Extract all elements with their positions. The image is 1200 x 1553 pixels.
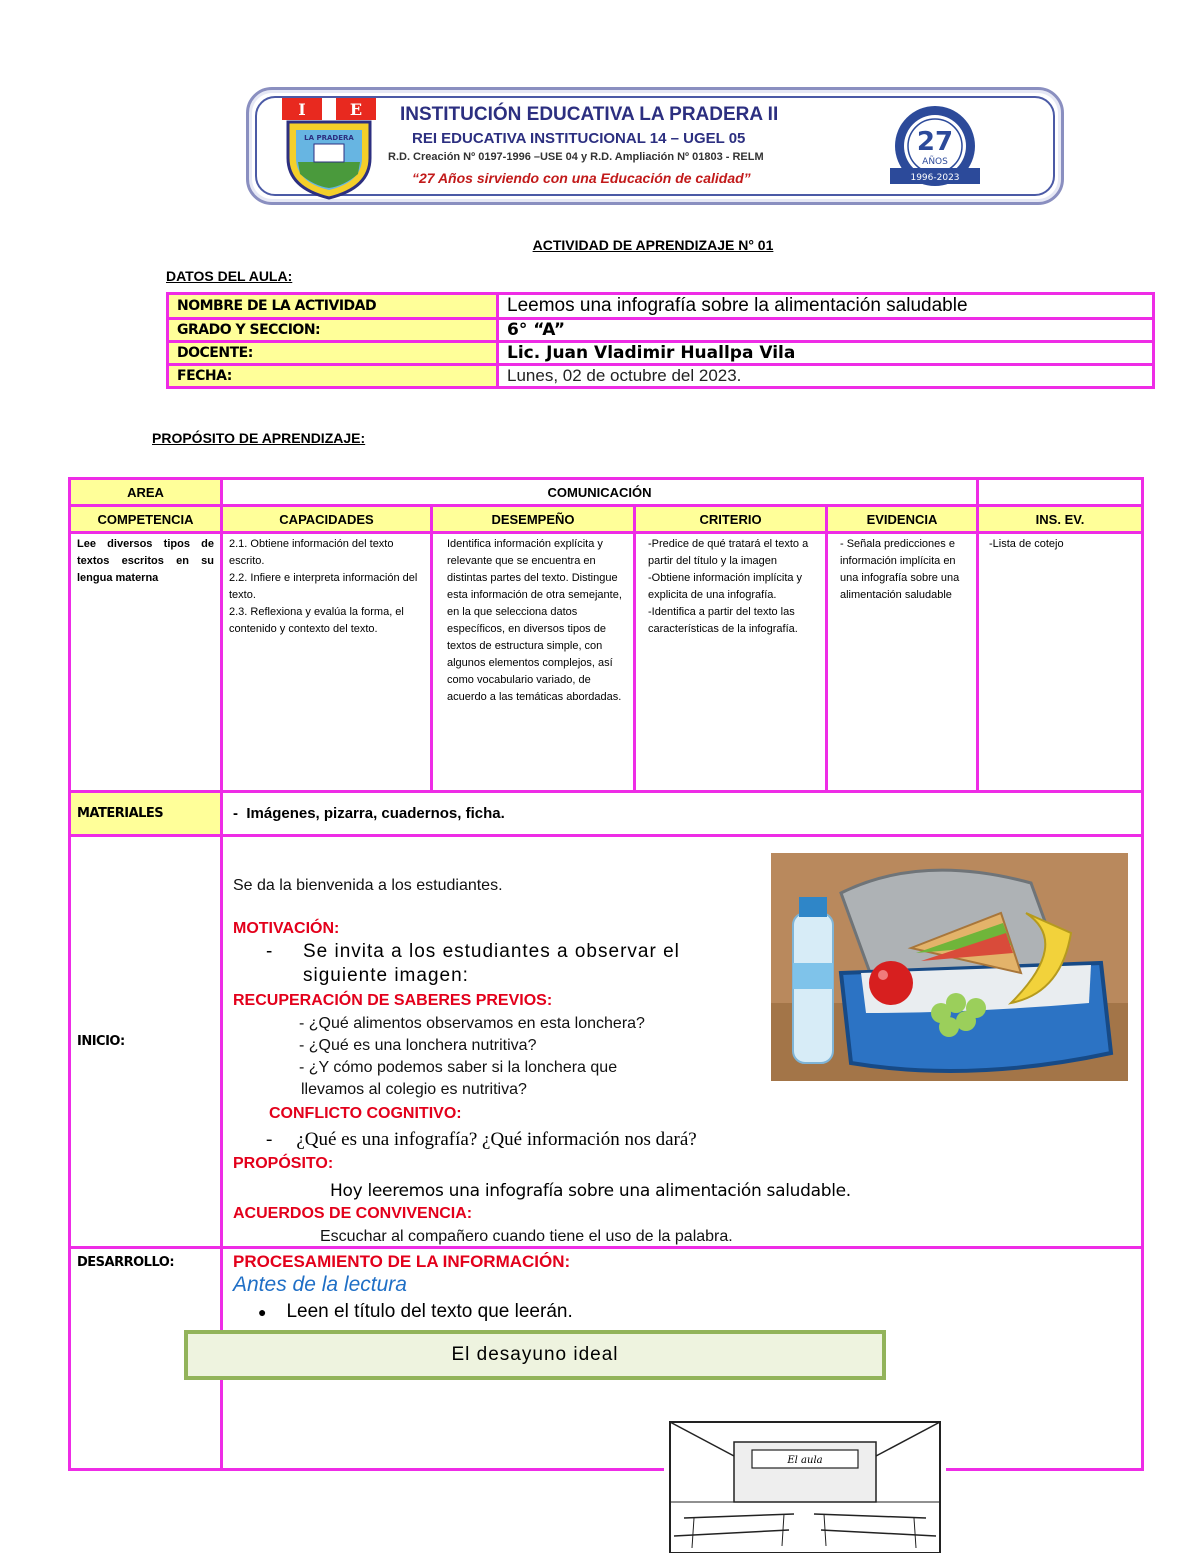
lunchbox-photo [771,853,1128,1081]
desempeno-text: Identifica información explícita y relevante que se encuentra en distintas partes del texto. Distingue esta información de otra semejante, en la que selecciona datos específicos, en diversos tipos de textos de estructura simple, con algunos elementos complejos, así como vocabulario variado, de acuerdo a las temáticas abordadas. [432,533,635,792]
area-blank [978,479,1143,506]
inicio-label: INICIO: [70,836,222,1248]
datos-value: Leemos una infografía sobre la alimentación saludable [498,294,1154,319]
datos-title: DATOS DEL AULA: [166,268,293,284]
svg-text:E: E [349,100,363,119]
bullet-text: Leen el título del texto que leerán. [286,1301,573,1322]
classroom-drawing [664,1418,946,1553]
header-capacidades: CAPACIDADES [222,506,432,533]
institution-motto: “27 Años sirviendo con una Educación de calidad” [412,170,751,186]
svg-text:27: 27 [916,127,954,157]
evidencia-text: - Señala predicciones e información implícita en una infografía sobre una alimentación saludable [827,533,978,792]
school-shield-logo [274,96,384,200]
capacidad-item: 2.1. Obtiene información del texto escrito. [229,538,394,567]
datos-row [168,342,1154,365]
proposito-label: PROPÓSITO: [233,1155,334,1172]
proposito-text: Hoy leeremos una infografía sobre una alimentación saludable. [330,1181,851,1201]
title-box [184,1330,886,1380]
svg-text:I: I [298,100,306,119]
materiales-label: MATERIALES [70,792,222,836]
criterio-item: -Obtiene información implícita y explicita de una infografía. [648,572,803,601]
datos-value: Lunes, 02 de octubre del 2023. [498,365,1154,388]
saberes-item: - ¿Qué alimentos observamos en esta lonchera? [299,1015,645,1032]
acuerdos-title: ACUERDOS DE CONVIVENCIA: [233,1205,473,1222]
capacidades-cell [222,533,432,792]
ins-ev-text: -Lista de cotejo [978,533,1143,792]
institution-network: REI EDUCATIVA INSTITUCIONAL 14 – UGEL 05 [412,130,746,147]
acuerdos-text: Escuchar al compañero cuando tiene el uso de la palabra. [320,1228,733,1245]
capacidad-item: 2.2. Infiere e interpreta información del texto. [229,572,418,601]
saberes-item: - ¿Qué es una lonchera nutritiva? [299,1037,537,1054]
competencia-text: Lee diversos tipos de textos escritos en su lengua materna [70,533,222,792]
conflicto-text: ¿Qué es una infografía? ¿Qué información nos dará? [296,1129,697,1150]
datos-label: DOCENTE: [168,342,498,365]
criterio-item: -Identifica a partir del texto las características de la infografía. [648,606,798,635]
saberes-list [299,1013,759,1101]
desarrollo-label: DESARROLLO: [70,1248,222,1470]
svg-text:AÑOS: AÑOS [922,157,948,167]
materiales-value: - Imágenes, pizarra, cuadernos, ficha. [222,792,1143,836]
svg-text:1996-2023: 1996-2023 [910,173,960,183]
motivacion-title: MOTIVACIÓN: [233,920,340,937]
svg-text:El aula: El aula [787,1455,823,1466]
saberes-item: llevamos al colegio es nutritiva? [301,1081,527,1098]
institution-name: INSTITUCIÓN EDUCATIVA LA PRADERA II [400,104,779,125]
title-box-text: El desayuno ideal [451,1344,619,1365]
procesamiento-title: PROCESAMIENTO DE LA INFORMACIÓN: [233,1252,571,1271]
welcome-text: Se da la bienvenida a los estudiantes. [233,877,503,894]
conflicto-item: - ¿Qué es una infografía? ¿Qué información nos dará? [266,1129,697,1150]
motivacion-item: - Se invita a los estudiantes a observar el siguiente imagen: [266,940,766,988]
header-desempeno: DESEMPEÑO [432,506,635,533]
header-criterio: CRITERIO [635,506,827,533]
datos-label: FECHA: [168,365,498,388]
motivacion-text: Se invita a los estudiantes a observar el siguiente imagen: [303,941,680,986]
saberes-title: RECUPERACIÓN DE SABERES PREVIOS: [233,992,553,1009]
area-value: COMUNICACIÓN [222,479,978,506]
capacidad-item: 2.3. Reflexiona y evalúa la forma, el contenido y contexto del texto. [229,606,404,635]
bullet-item: ● Leen el título del texto que leerán. [258,1301,573,1322]
datos-value: 6° “A” [498,319,1154,342]
header-evidencia: EVIDENCIA [827,506,978,533]
anniversary-seal [870,96,1000,200]
datos-label: NOMBRE DE LA ACTIVIDAD [168,294,498,319]
datos-row [168,294,1154,319]
datos-label: GRADO Y SECCION: [168,319,498,342]
datos-table [166,292,1155,389]
svg-text:LA PRADERA: LA PRADERA [304,134,354,142]
area-label: AREA [70,479,222,506]
criterio-cell [635,533,827,792]
header-ins-ev: INS. EV. [978,506,1143,533]
datos-row [168,319,1154,342]
saberes-item: - ¿Y cómo podemos saber si la lonchera que [299,1059,618,1076]
datos-row [168,365,1154,388]
institution-resolution: R.D. Creación Nº 0197-1996 –USE 04 y R.D. Ampliación Nº 01803 - RELM [388,151,764,163]
header-competencia: COMPETENCIA [70,506,222,533]
conflicto-title: CONFLICTO COGNITIVO: [269,1105,462,1122]
materiales-text: Imágenes, pizarra, cuadernos, ficha. [246,805,505,822]
proposito-title: PROPÓSITO DE APRENDIZAJE: [152,430,366,446]
activity-title: ACTIVIDAD DE APRENDIZAJE N° 01 [532,237,774,253]
datos-value: Lic. Juan Vladimir Huallpa Vila [498,342,1154,365]
criterio-item: -Predice de qué tratará el texto a partir del título y la imagen [648,538,809,567]
antes-title: Antes de la lectura [233,1273,407,1296]
